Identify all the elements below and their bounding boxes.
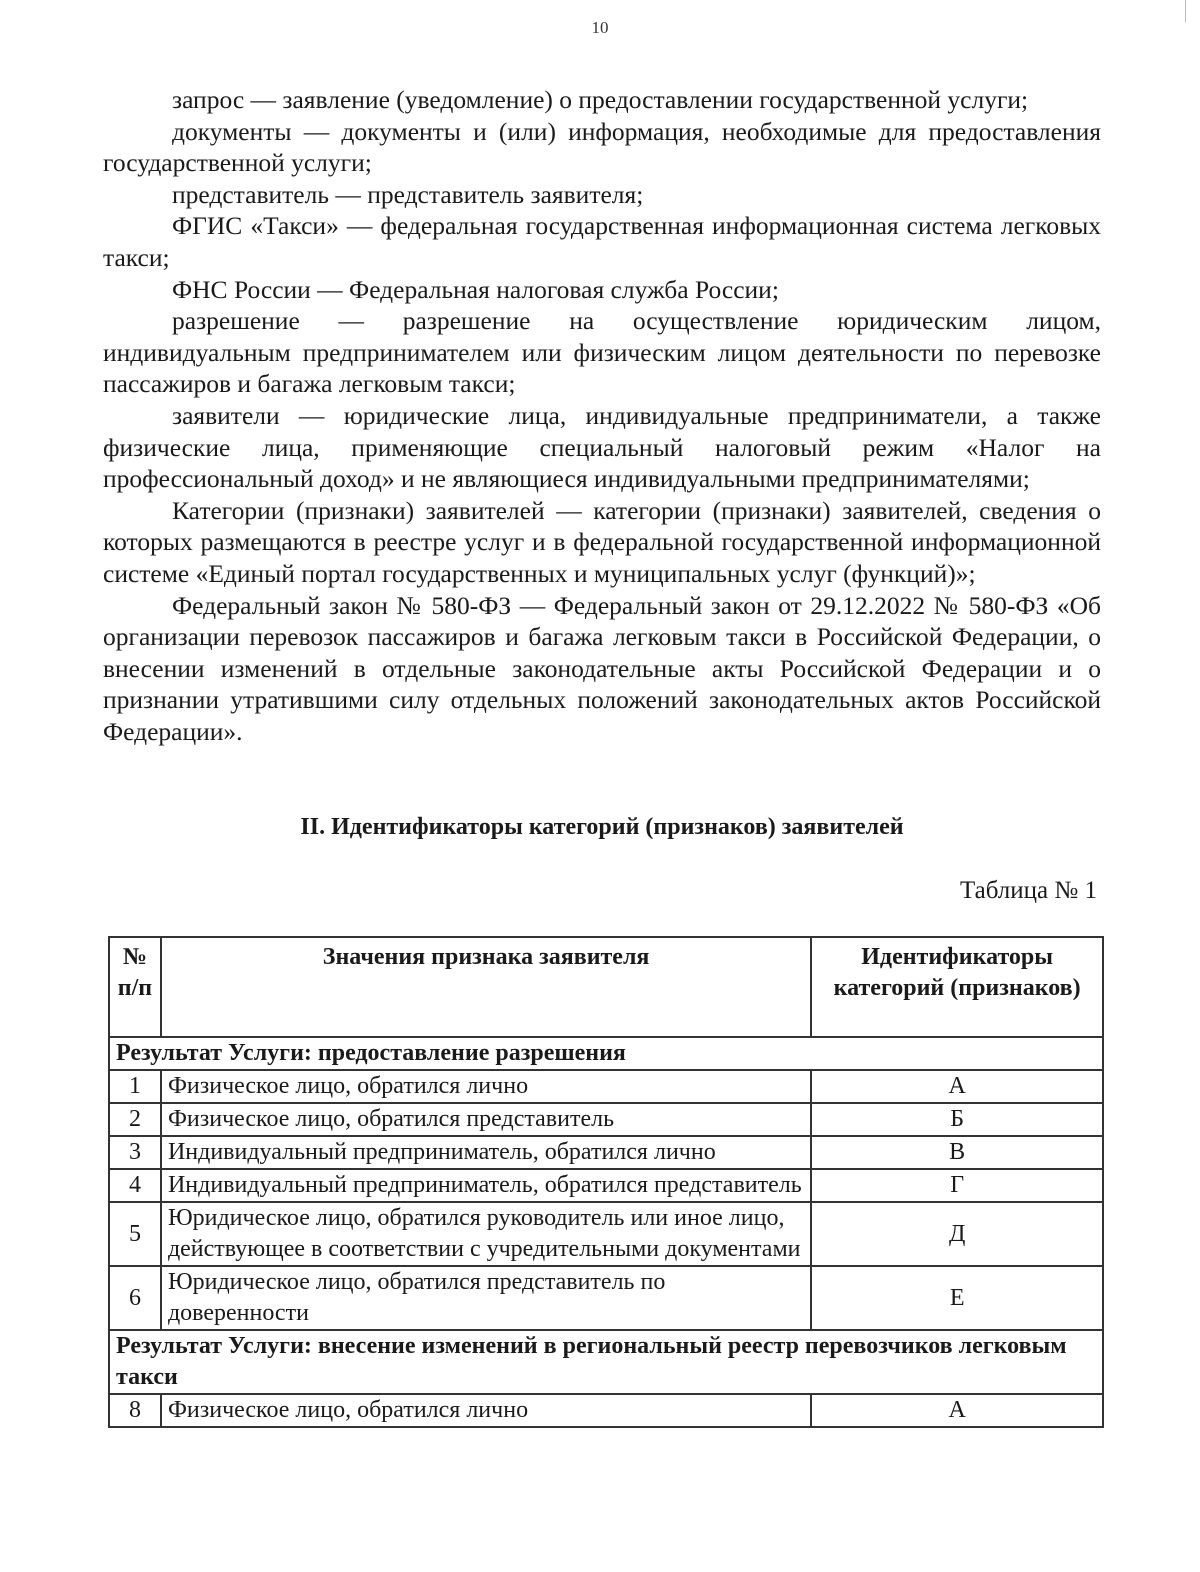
table-caption: Таблица № 1 xyxy=(959,877,1097,904)
row-value: Индивидуальный предприниматель, обратился представитель xyxy=(161,1169,811,1202)
header-value: Значения признака заявителя xyxy=(161,937,811,1037)
group-row xyxy=(109,1037,1103,1070)
row-id: А xyxy=(811,1070,1103,1103)
row-num: 4 xyxy=(109,1169,161,1202)
row-id: В xyxy=(811,1136,1103,1169)
definition-paragraph: представитель — представитель заявителя; xyxy=(172,179,644,209)
definition-paragraph: Федеральный закон № 580-ФЗ — Федеральный закон от 29.12.2022 № 580-ФЗ «Об организации перевозок пассажиров и багажа легковым такси в Российской Федерации, о внесении изменений в отдельные законодательные акты Российской Федерации и о признании утратившими силу отдельных положений законодательных актов Российской Федерации». xyxy=(103,590,1101,746)
row-id: Г xyxy=(811,1169,1103,1202)
row-num: 1 xyxy=(109,1070,161,1103)
row-num: 2 xyxy=(109,1103,161,1136)
table-row xyxy=(109,1169,1103,1202)
definition-paragraph: запрос — заявление (уведомление) о предоставлении государственной услуги; xyxy=(172,85,1029,114)
header-id: Идентификаторы категорий (признаков) xyxy=(811,937,1103,1037)
definition-paragraph: ФГИС «Такси» — федеральная государственная информационная система легковых такси; xyxy=(103,211,1101,272)
row-num: 3 xyxy=(109,1136,161,1169)
group-title: Результат Услуги: внесение изменений в региональный реестр перевозчиков легковым такси xyxy=(109,1330,1103,1394)
table-row xyxy=(109,1136,1103,1169)
row-id: А xyxy=(811,1394,1103,1427)
table-row xyxy=(109,1266,1103,1330)
table-row xyxy=(109,1394,1103,1427)
table-row xyxy=(109,1070,1103,1103)
group-row xyxy=(109,1330,1103,1394)
row-num: 8 xyxy=(109,1394,161,1427)
definition-paragraph: Категории (признаки) заявителей — категории (признаки) заявителей, сведения о которых размещаются в реестре услуг и в федеральной государственной информационной системе «Единый портал государственных и муниципальных услуг (функций)»; xyxy=(103,495,1101,588)
identifiers-table xyxy=(108,936,1104,1428)
row-id: Е xyxy=(811,1266,1103,1330)
row-id: Д xyxy=(811,1202,1103,1266)
row-value: Индивидуальный предприниматель, обратился лично xyxy=(161,1136,811,1169)
definition-paragraph: ФНС России — Федеральная налоговая служба России; xyxy=(172,274,779,304)
definition-paragraph: разрешение — разрешение на осуществление юридическим лицом, индивидуальным предпринимателем или физическим лицом деятельности по перевозке пассажиров и багажа легковым такси; xyxy=(103,306,1101,399)
row-value: Физическое лицо, обратился лично xyxy=(161,1394,811,1427)
table-row xyxy=(109,1103,1103,1136)
definitions-block xyxy=(103,84,1101,747)
table-row xyxy=(109,1202,1103,1266)
header-num: № п/п xyxy=(109,937,161,1037)
page-number: 10 xyxy=(591,18,609,37)
row-value: Физическое лицо, обратился лично xyxy=(161,1070,811,1103)
definition-paragraph: заявители — юридические лица, индивидуальные предприниматели, а также физические лица, применяющие специальный налоговый режим «Налог на профессиональный доход» и не являющиеся индивидуальными предпринимателями; xyxy=(103,400,1101,494)
row-id: Б xyxy=(811,1103,1103,1136)
section-title: II. Идентификаторы категорий (признаков) заявителей xyxy=(300,814,904,840)
definition-paragraph: документы — документы и (или) информация, необходимые для предоставления государственной услуги; xyxy=(103,116,1101,178)
row-value: Юридическое лицо, обратился представитель по доверенности xyxy=(161,1266,811,1330)
row-value: Юридическое лицо, обратился руководитель или иное лицо, действующее в соответствии с учредительными документами xyxy=(161,1202,811,1266)
row-num: 5 xyxy=(109,1202,161,1266)
row-value: Физическое лицо, обратился представитель xyxy=(161,1103,811,1136)
scan-edge-line xyxy=(1185,0,1186,22)
group-title: Результат Услуги: предоставление разрешения xyxy=(109,1037,1103,1070)
row-num: 6 xyxy=(109,1266,161,1330)
table-header-row xyxy=(109,937,1103,1037)
